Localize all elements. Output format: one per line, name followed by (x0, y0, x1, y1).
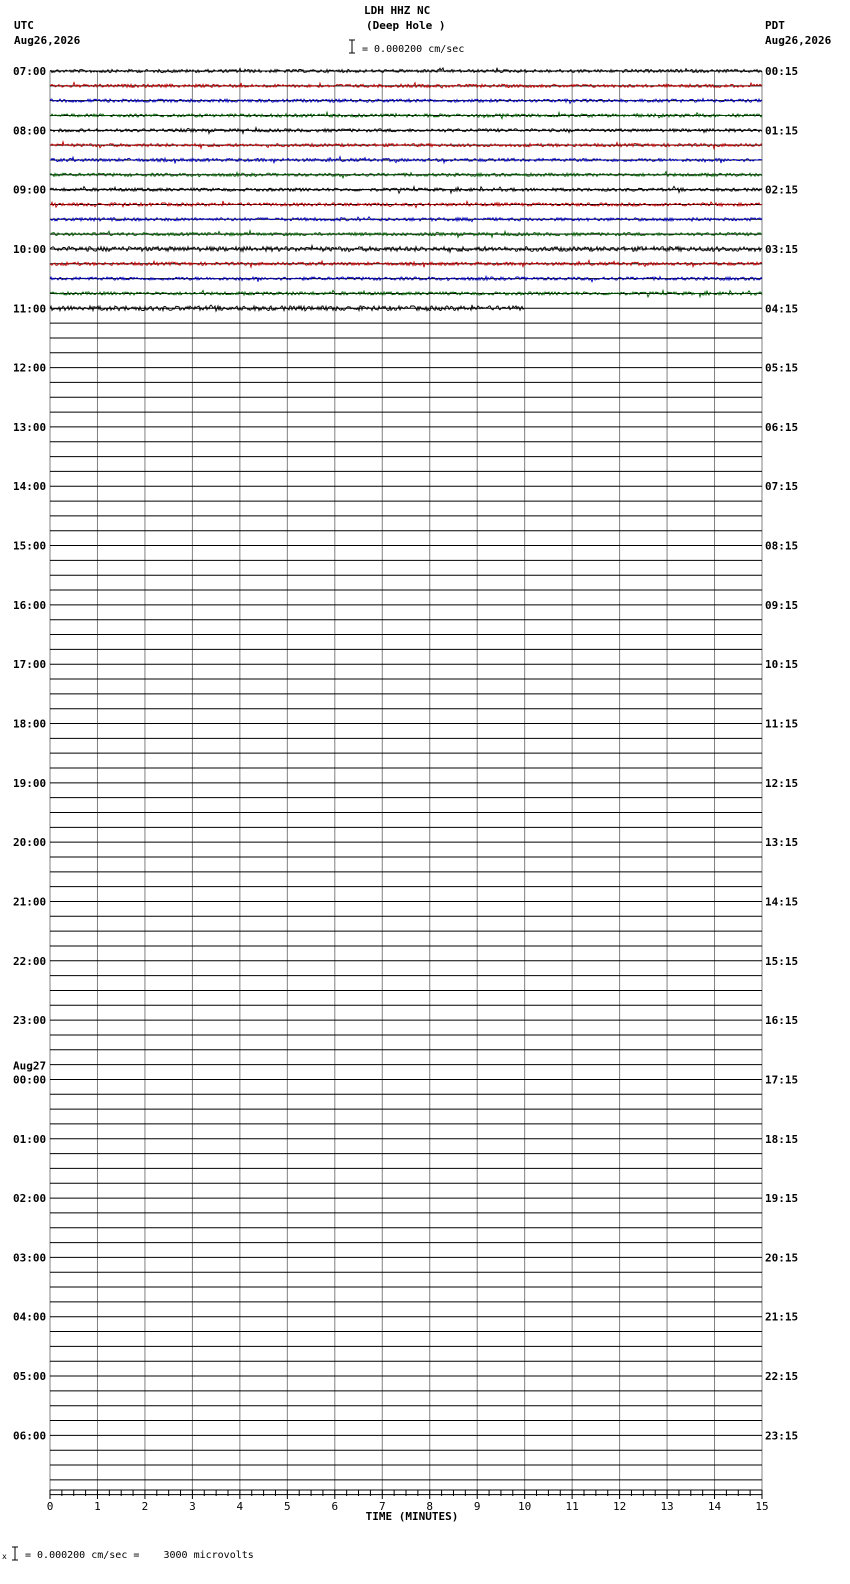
x-tick-label: 8 (426, 1500, 434, 1513)
scale-label: = 0.000200 cm/sec (362, 44, 465, 55)
seismic-trace (50, 68, 762, 73)
utc-hour-label: 14:00 (13, 480, 47, 494)
station-title: LDH HHZ NC (364, 4, 431, 17)
left-timezone: UTC (14, 19, 34, 32)
x-tick-label: 4 (236, 1500, 244, 1513)
pdt-hour-label: 12:15 (765, 776, 799, 790)
x-tick-label: 12 (612, 1500, 627, 1513)
x-tick-label: 11 (565, 1500, 579, 1513)
scale-bar-icon (349, 40, 355, 53)
svg-text:x: x (2, 1552, 7, 1561)
utc-hour-label: 19:00 (13, 776, 47, 790)
pdt-hour-label: 19:15 (765, 1192, 799, 1206)
utc-hour-label: 03:00 (13, 1251, 47, 1265)
x-tick-label: 14 (707, 1500, 722, 1513)
pdt-hour-label: 04:15 (765, 302, 799, 316)
pdt-hour-label: 21:15 (765, 1310, 799, 1324)
utc-hour-label: 02:00 (13, 1192, 47, 1206)
utc-hour-label: 09:00 (13, 183, 47, 197)
right-date: Aug26,2026 (765, 34, 832, 47)
pdt-hour-label: 10:15 (765, 658, 799, 672)
pdt-hour-label: 15:15 (765, 954, 799, 968)
utc-hour-label: 22:00 (13, 954, 47, 968)
seismic-trace (50, 142, 762, 149)
pdt-hour-label: 09:15 (765, 598, 799, 612)
utc-hour-label: 00:00 (13, 1073, 47, 1087)
x-tick-label: 10 (518, 1500, 532, 1513)
left-date: Aug26,2026 (14, 34, 81, 47)
seismic-trace (50, 186, 762, 193)
utc-hour-label: 20:00 (13, 836, 47, 850)
utc-hour-label: 08:00 (13, 124, 47, 138)
x-tick-label: 9 (473, 1500, 481, 1513)
seismic-trace (50, 82, 762, 88)
pdt-hour-label: 16:15 (765, 1014, 799, 1028)
x-tick-label: 3 (189, 1500, 196, 1513)
pdt-hour-label: 01:15 (765, 124, 799, 138)
x-tick-label: 2 (141, 1500, 149, 1513)
utc-hour-label: 11:00 (13, 302, 47, 316)
utc-hour-label: 18:00 (13, 717, 47, 731)
x-tick-label: 15 (755, 1500, 769, 1513)
utc-hour-label: 12:00 (13, 361, 47, 375)
seismic-trace (50, 99, 762, 104)
utc-hour-label: 21:00 (13, 895, 47, 909)
pdt-hour-label: 17:15 (765, 1073, 799, 1087)
utc-hour-label: 10:00 (13, 242, 47, 256)
pdt-hour-label: 11:15 (765, 717, 799, 731)
utc-hour-label: 15:00 (13, 539, 47, 553)
pdt-hour-label: 20:15 (765, 1251, 799, 1265)
footer-scale-label: = 0.000200 cm/sec = 3000 microvolts (25, 1550, 254, 1561)
pdt-hour-label: 22:15 (765, 1370, 799, 1384)
utc-hour-label: 23:00 (13, 1014, 47, 1028)
utc-hour-label: 04:00 (13, 1310, 47, 1324)
x-axis-title: TIME (MINUTES) (365, 1510, 459, 1523)
pdt-hour-label: 06:15 (765, 420, 799, 434)
site-subtitle: (Deep Hole ) (366, 19, 446, 32)
x-tick-label: 13 (660, 1500, 674, 1513)
utc-hour-label: 13:00 (13, 420, 47, 434)
utc-hour-label: 07:00 (13, 65, 47, 78)
day-change-label: Aug27 (13, 1059, 47, 1073)
x-tick-label: 0 (46, 1500, 54, 1513)
right-timezone: PDT (765, 19, 785, 32)
pdt-hour-label: 23:15 (765, 1429, 799, 1443)
utc-hour-label: 17:00 (13, 658, 47, 672)
pdt-hour-label: 07:15 (765, 480, 799, 494)
footer-scale-bar-icon (2, 1547, 18, 1561)
pdt-hour-label: 02:15 (765, 183, 799, 197)
pdt-hour-label: 00:15 (765, 65, 799, 78)
x-tick-label: 5 (284, 1500, 291, 1513)
pdt-hour-label: 18:15 (765, 1132, 799, 1146)
pdt-hour-label: 08:15 (765, 539, 799, 553)
plot-grid (50, 71, 762, 1495)
utc-hour-label: 01:00 (13, 1132, 47, 1146)
x-tick-label: 7 (378, 1500, 386, 1513)
pdt-hour-label: 14:15 (765, 895, 799, 909)
pdt-hour-label: 05:15 (765, 361, 799, 375)
pdt-hour-label: 13:15 (765, 836, 799, 850)
utc-hour-label: 05:00 (13, 1370, 47, 1384)
pdt-hour-label: 03:15 (765, 242, 799, 256)
x-tick-label: 1 (94, 1500, 101, 1513)
utc-hour-label: 16:00 (13, 598, 47, 612)
x-tick-label: 6 (331, 1500, 339, 1513)
utc-hour-label: 06:00 (13, 1429, 47, 1443)
